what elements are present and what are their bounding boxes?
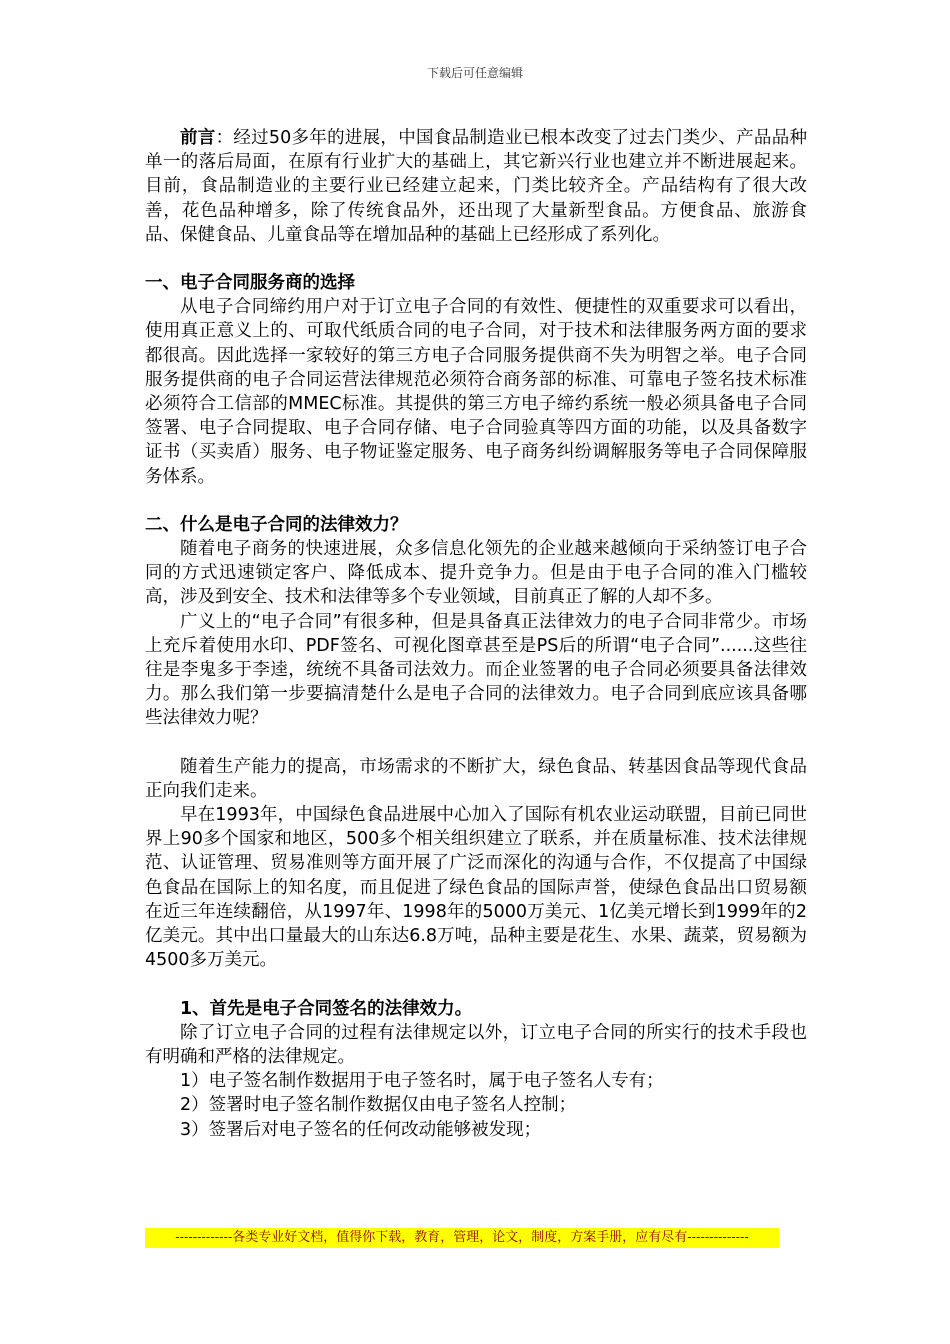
section2-title: 二、什么是电子合同的法律效力？	[145, 514, 408, 535]
page-header: 下载后可任意编辑	[426, 66, 523, 80]
preface-label: 前言	[180, 128, 216, 148]
section4-paragraph: 除了订立电子合同的过程有法律规定以外，订立电子合同的所实行的技术手段也有明确和严格的法律规定。	[145, 1022, 807, 1067]
section1-title: 一、电子合同服务商的选择	[145, 273, 355, 294]
list-item: 1）电子签名制作数据用于电子签名时，属于电子签名人专有；	[180, 1071, 664, 1092]
section2-paragraph-2: 广义上的“电子合同”有很多种，但是具备真正法律效力的电子合同非常少。市场上充斥着使用水印、PDF签名、可视化图章甚至是PS后的所谓“电子合同”......这些往往是李鬼多于李逵，统统不具备司法效力。而企业签署的电子合同必须要具备法律效力。那么我们第一步要搞清楚什么是电子合同的法律效力。电子合同到底应该具备哪些法律效力呢？	[145, 611, 807, 729]
list-item: 3）签署后对电子签名的任何改动能够被发现；	[180, 1119, 542, 1140]
section4-title: 1、首先是电子合同签名的法律效力。	[180, 998, 473, 1019]
section2-paragraph-1: 随着电子商务的快速进展，众多信息化领先的企业越来越倾向于采纳签订电子合同的方式迅速锁定客户、降低成本、提升竞争力。但是由于电子合同的准入门槛较高，涉及到安全、技术和法律等多个专业领域，目前真正了解的人却不多。	[145, 539, 807, 608]
preface-text: ：经过50多年的进展，中国食品制造业已根本改变了过去门类少、产品品种单一的落后局面，在原有行业扩大的基础上，其它新兴行业也建立并不断进展起来。目前，食品制造业的主要行业已经建立起来，门类比较齐全。产品结构有了很大改善，花色品种增多，除了传统食品外，还出现了大量新型食品。方便食品、旅游食品、保健食品、儿童食品等在增加品种的基础上已经形成了系列化。	[145, 128, 808, 245]
section3-paragraph-1: 随着生产能力的提高，市场需求的不断扩大，绿色食品、转基因食品等现代食品正向我们走来。	[145, 756, 807, 801]
preface-paragraph	[145, 126, 807, 247]
section3-paragraph-2: 早在1993年，中国绿色食品进展中心加入了国际有机农业运动联盟，目前已同世界上90多个国家和地区，500多个相关组织建立了联系，并在质量标准、技术法律规范、认证管理、贸易准则等方面开展了广泛而深化的沟通与合作，不仅提高了中国绿色食品在国际上的知名度，而且促进了绿色食品的国际声誉，使绿色食品出口贸易额在近三年连续翻倍，从1997年、1998年的5000万美元、1亿美元增长到1999年的2亿美元。其中出口量最大的山东达6.8万吨，品种主要是花生、水果、蔬菜，贸易额为4500多万美元。	[145, 805, 807, 971]
document-body	[145, 126, 807, 1142]
list-item: 2）签署时电子签名制作数据仅由电子签名人控制；	[180, 1095, 577, 1116]
section1-paragraph: 从电子合同缔约用户对于订立电子合同的有效性、便捷性的双重要求可以看出，使用真正意义上的、可取代纸质合同的电子合同，对于技术和法律服务两方面的要求都很高。因此选择一家较好的第三方电子合同服务提供商不失为明智之举。电子合同服务提供商的电子合同运营法律规范必须符合商务部的标准、可靠电子签名技术标准必须符合工信部的MMEC标准。其提供的第三方电子缔约系统一般必须具备电子合同签署、电子合同提取、电子合同存储、电子合同验真等四方面的功能，以及具备数字证书（买卖盾）服务、电子物证鉴定服务、电子商务纠纷调解服务等电子合同保障服务体系。	[145, 297, 807, 487]
footer-banner: -------------各类专业好文档，值得你下载，教育，管理，论文，制度，方案手册，应有尽有--------------	[145, 1228, 779, 1248]
